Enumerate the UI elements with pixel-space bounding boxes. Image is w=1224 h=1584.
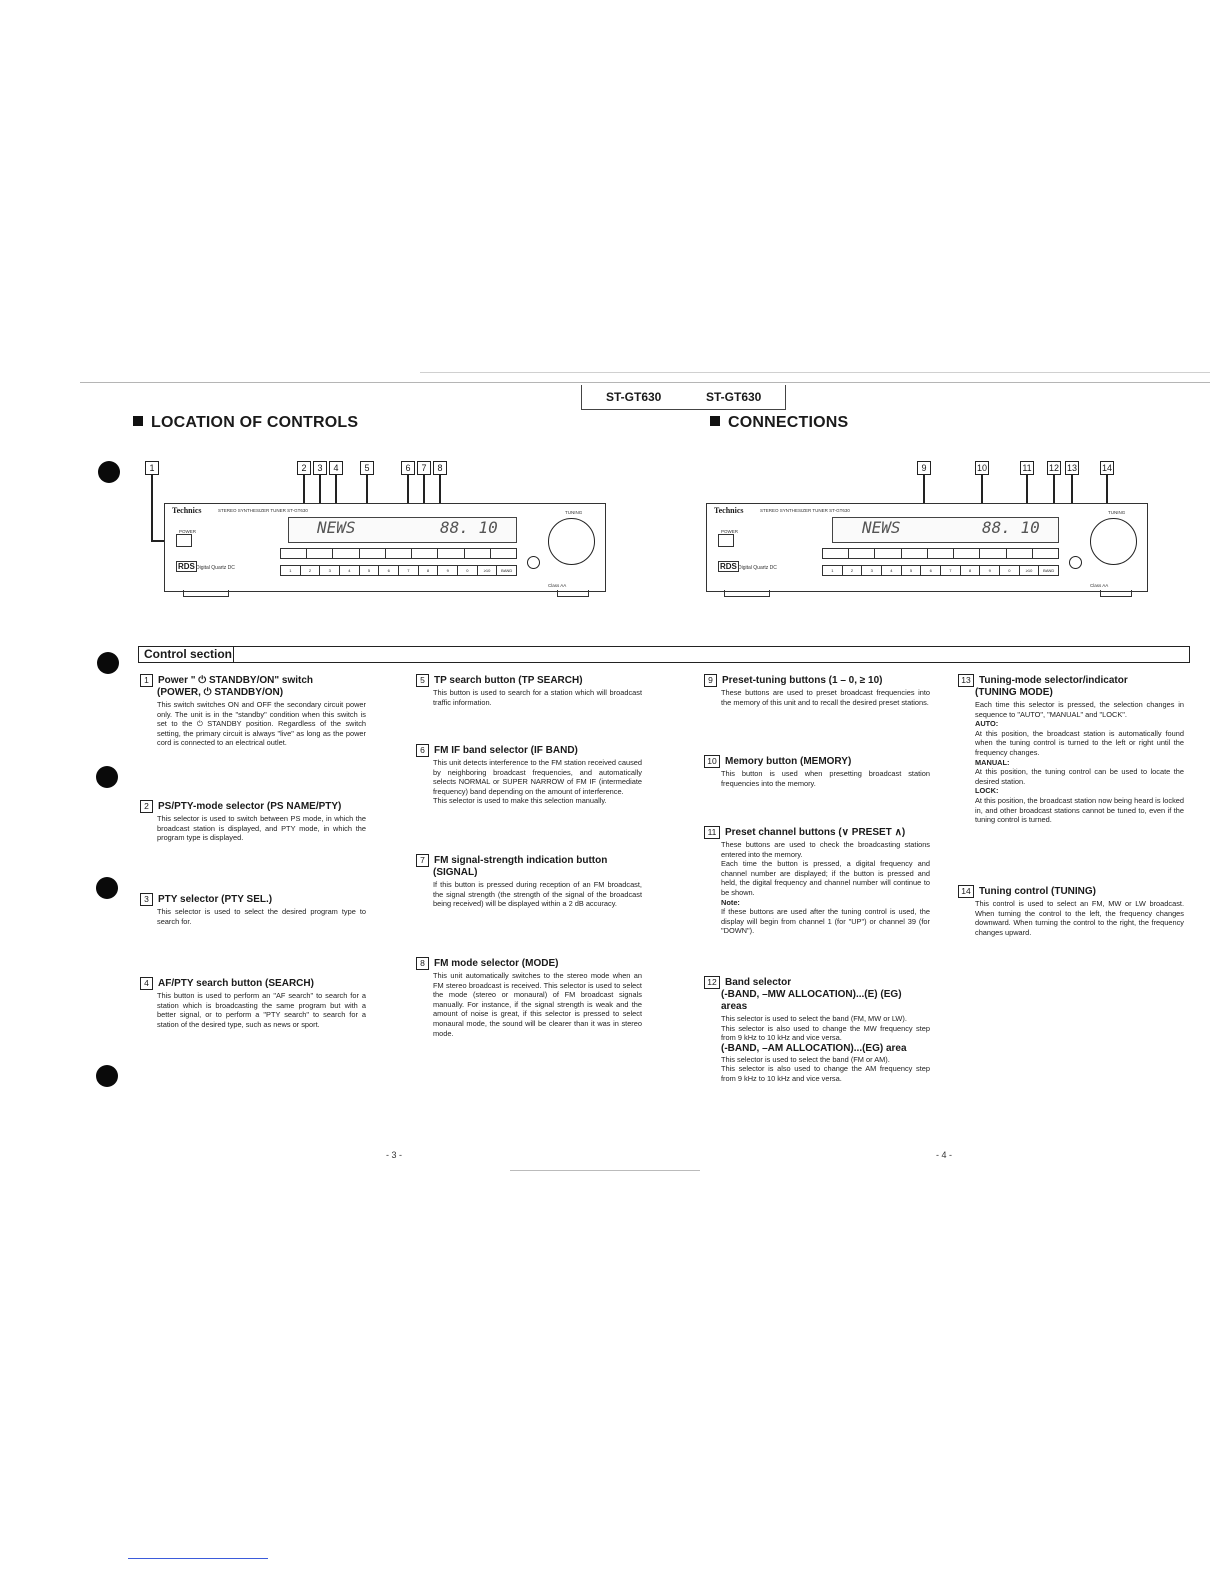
- item-8: 8 FM mode selector (MODE) This unit automatically switches to the stereo mode when an FM stereo broadcast is received. This selector is used to select the mode (stereo or monaural) of FM broadcast signals manually. For instance, if the signal strength is weak and the amount of noise is great, if this selector is pressed to select monaural mode, the sound will be clearer than it was in stereo mode.: [416, 957, 642, 1038]
- page-number-right: - 4 -: [936, 1150, 953, 1160]
- top-rule-faint: [420, 372, 1210, 373]
- callout-7: 7: [417, 461, 431, 475]
- callout-1: 1: [145, 461, 159, 475]
- callout-14: 14: [1101, 463, 1112, 473]
- binder-hole: [97, 652, 119, 674]
- rds-logo: RDS: [178, 562, 195, 571]
- callout-13: 13: [1066, 463, 1077, 473]
- item-2: 2 PS/PTY-mode selector (PS NAME/PTY) This selector is used to switch between PS mode, in which the broadcast station is displayed, and PTY mode, in which the program type is displayed.: [140, 800, 366, 843]
- power-button: [718, 534, 734, 547]
- binder-hole: [96, 1065, 118, 1087]
- display-ps-name: NEWS: [317, 518, 356, 537]
- power-label: POWER: [179, 529, 197, 534]
- callout-9: 9: [917, 461, 931, 475]
- tuning-label: TUNING: [1108, 510, 1126, 515]
- function-button-row: [280, 548, 517, 559]
- item-10: 10 Memory button (MEMORY) This button is used when presetting broadcast station frequencies into the memory.: [704, 755, 930, 788]
- callout-12: 12: [1048, 463, 1059, 473]
- callout-3: 3: [313, 461, 327, 475]
- callout-4: 4: [329, 461, 343, 475]
- panel-foot: [557, 590, 589, 597]
- item-9: 9 Preset-tuning buttons (1 – 0, ≥ 10) These buttons are used to preset broadcast frequencies into the memory of this unit and to recall the desired preset stations.: [704, 674, 930, 707]
- callout-11: 11: [1020, 461, 1034, 475]
- item-1: 1 Power " ⏻ STANDBY/ON" switch (POWER, ⏻ STANDBY/ON) This switch switches ON and OFF the secondary circuit power only. The unit is in the "standby" condition when this switch is set to the ⏻ STANDBY position. Regardless of the switch setting, the primary circuit is always "live" as long as the power cord is connected to an electrical outlet.: [140, 674, 366, 748]
- brand-logo: Technics: [714, 506, 744, 515]
- item-7: 7 FM signal-strength indication button (SIGNAL) If this button is pressed during reception of an FM broadcast, the signal strength (the strength of the signal of the broadcast being received) will be displayed within a 2 dB accuracy.: [416, 854, 642, 909]
- model-name-left: ST-GT630: [606, 390, 662, 404]
- callout-5: 5: [360, 461, 374, 475]
- quartz-label: Digital Quartz DC: [196, 565, 235, 571]
- rds-logo: RDS: [720, 562, 737, 571]
- model-line: STEREO SYNTHESIZER TUNER ST-GT630: [760, 508, 850, 513]
- power-button: [176, 534, 192, 547]
- panel-foot: [724, 590, 770, 597]
- scan-artifact: [510, 1170, 700, 1171]
- preset-button-row: 1 2 3 4 5 6 7 8 9 0 ≥10 BAND: [280, 565, 517, 576]
- binder-hole: [96, 766, 118, 788]
- callout-8: 8: [433, 461, 447, 475]
- tuning-label: TUNING: [565, 510, 583, 515]
- location-of-controls-title: LOCATION OF CONTROLS: [133, 414, 358, 432]
- callout-6: 6: [401, 461, 415, 475]
- item-12: 12 Band selector (-BAND, –MW ALLOCATION)...(E) (EG) areas This selector is used to select the band (FM, MW or LW). This selector is also used to change the MW frequency step from 9 kHz to 10 kHz and vice versa. (-BAND, –AM ALLOCATION)...(EG) area This selector is used to select the band (FM or AM). This selector is also used to change the AM frequency step from 9 kHz to 10 kHz and vice versa.: [704, 976, 930, 1084]
- display-frequency: 88. 10: [982, 518, 1040, 537]
- brand-logo: Technics: [172, 506, 202, 515]
- connections-title: CONNECTIONS: [710, 414, 848, 432]
- model-name-right: ST-GT630: [706, 390, 762, 404]
- control-section-bar: [138, 646, 1190, 663]
- binder-hole: [98, 461, 120, 483]
- control-section-label: Control section: [144, 647, 233, 661]
- class-aa-label: Class AA: [1090, 583, 1109, 588]
- panel-foot: [1100, 590, 1132, 597]
- item-13: 13 Tuning-mode selector/indicator (TUNING MODE) Each time this selector is pressed, the selection changes in sequence to "AUTO", "MANUAL" and "LOCK". AUTO: At this position, the broadcast station is automatically found when the tuning control is turned to the left or right until the frequency changes. MANUAL: At this position, the tuning control can be used to locate the desired station. LOCK: At this position, the broadcast station now being heard is locked in, and other broadcast stations cannot be tuned to, even if the tuning control is turned.: [958, 674, 1184, 825]
- preset-button-row: 1 2 3 4 5 6 7 8 9 0 ≥10 BAND: [822, 565, 1059, 576]
- tuning-knob: [1090, 518, 1137, 565]
- item-3: 3 PTY selector (PTY SEL.) This selector is used to select the desired program type to search for.: [140, 893, 366, 926]
- function-button-row: [822, 548, 1059, 559]
- display-frequency: 88. 10: [440, 518, 498, 537]
- leader-line: [151, 475, 153, 541]
- class-aa-label: Class AA: [548, 583, 567, 588]
- binder-hole: [96, 877, 118, 899]
- item-11: 11 Preset channel buttons (∨ PRESET ∧) These buttons are used to check the broadcasting stations entered into the memory. Each time the button is pressed, a digital frequency and channel number are displayed; if the button is pressed and held, the digital frequency and channel number will continue to be shown. Note: If these buttons are used after the tuning control is used, the display will begin from channel 1 (for "UP") or channel 39 (for "DOWN").: [704, 826, 930, 936]
- item-14: 14 Tuning control (TUNING) This control is used to select an FM, MW or LW broadcast. When turning the control to the left, the frequency changes downward. When turning the control to the right, the frequency changes upward.: [958, 885, 1184, 937]
- top-rule: [80, 382, 1210, 383]
- scan-artifact-line: [128, 1558, 268, 1559]
- model-line: STEREO SYNTHESIZER TUNER ST-GT630: [218, 508, 308, 513]
- control-section-divider: [233, 646, 234, 663]
- tuning-knob: [548, 518, 595, 565]
- callout-10: 10: [976, 463, 987, 473]
- item-5: 5 TP search button (TP SEARCH) This button is used to search for a station which will broadcast traffic information.: [416, 674, 642, 707]
- quartz-label: Digital Quartz DC: [738, 565, 777, 571]
- item-6: 6 FM IF band selector (IF BAND) This unit detects interference to the FM station received caused by neighboring broadcast frequencies, and automatically selects NORMAL or SUPER NARROW of FM IF (intermediate frequency) band depending on the amount of interference. This selector is used to make this selection manually.: [416, 744, 642, 806]
- tuning-mode-button: [527, 556, 540, 569]
- panel-foot: [183, 590, 229, 597]
- callout-2: 2: [297, 461, 311, 475]
- display-ps-name: NEWS: [862, 518, 901, 537]
- page-number-left: - 3 -: [386, 1150, 403, 1160]
- item-4: 4 AF/PTY search button (SEARCH) This button is used to perform an "AF search" to search for a station which is broadcasting the same program but with a better signal, or to perform a "PTY search" to search for a station of the desired type, such as news or sport.: [140, 977, 366, 1029]
- tuning-mode-button: [1069, 556, 1082, 569]
- power-label: POWER: [721, 529, 739, 534]
